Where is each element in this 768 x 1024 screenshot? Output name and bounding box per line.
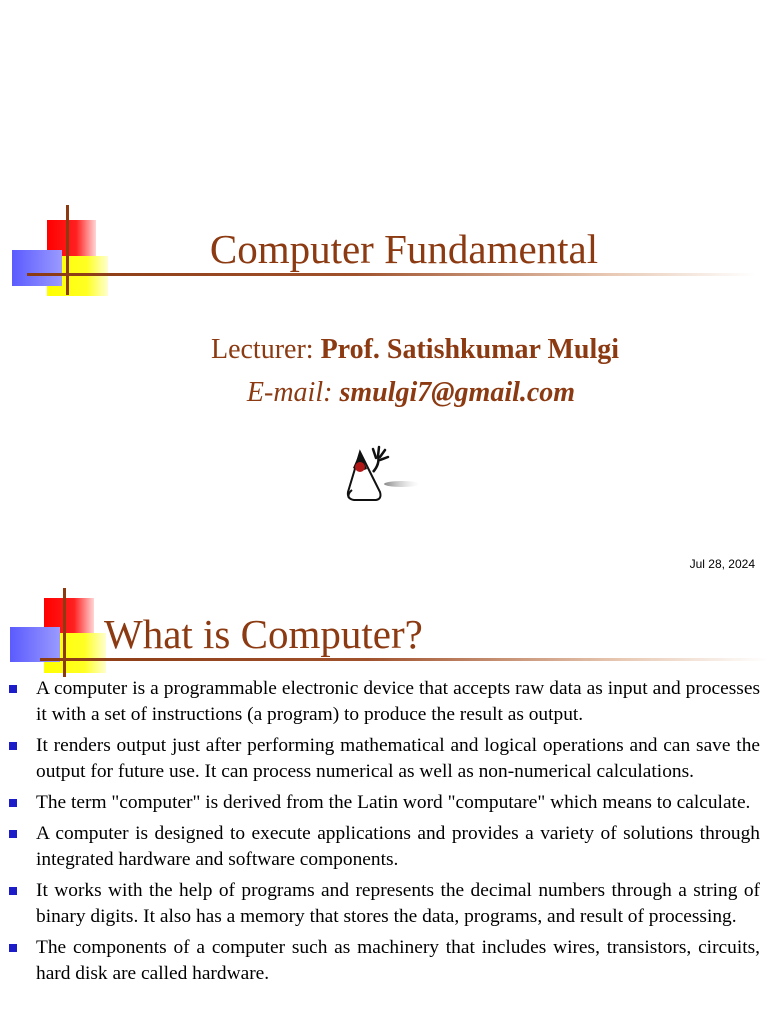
list-item [0, 878, 768, 930]
email-line [0, 375, 768, 411]
lecturer-line [0, 332, 768, 368]
duke-mascot-icon [340, 442, 424, 506]
square-bullet-icon [9, 799, 17, 807]
square-bullet-icon [9, 742, 17, 750]
list-item-text: A computer is a programmable electronic device that accepts raw data as input and processes it with a set of instructions (a program) to produce the result as output. [36, 678, 760, 725]
square-bullet-icon [9, 944, 17, 952]
lecturer-label: Lecturer: [210, 334, 314, 365]
slide-title: What is Computer? [104, 611, 423, 657]
slide-date: Jul 28, 2024 [689, 557, 755, 571]
list-item [0, 676, 768, 728]
list-item [0, 935, 768, 987]
square-bullet-icon [9, 685, 17, 693]
list-item [0, 733, 768, 785]
list-item-text: It renders output just after performing mathematical and logical operations and can save the output for future use. It can process numerical as well as non-numerical calculations. [36, 735, 760, 782]
email-address: smulgi7@gmail.com [339, 377, 576, 408]
list-item-text: The components of a computer such as machinery that includes wires, transistors, circuits, hard disk are called hardware. [36, 937, 760, 984]
list-item [0, 790, 768, 816]
slide-title: Computer Fundamental [209, 226, 599, 272]
square-bullet-icon [9, 830, 17, 838]
list-item-text: A computer is designed to execute applications and provides a variety of solutions through integrated hardware and software components. [36, 823, 760, 870]
list-item [0, 821, 768, 873]
lecturer-name: Prof. Satishkumar Mulgi [320, 334, 620, 365]
list-item-text: It works with the help of programs and represents the decimal numbers through a string of binary digits. It also has a memory that stores the data, programs, and result of processing. [36, 880, 760, 927]
square-bullet-icon [9, 887, 17, 895]
color-blocks-icon [0, 585, 115, 680]
list-item-text: The term "computer" is derived from the Latin word "computare" which means to calculate. [36, 792, 751, 813]
bullet-list [0, 676, 768, 992]
email-label: E-mail: [246, 377, 333, 408]
